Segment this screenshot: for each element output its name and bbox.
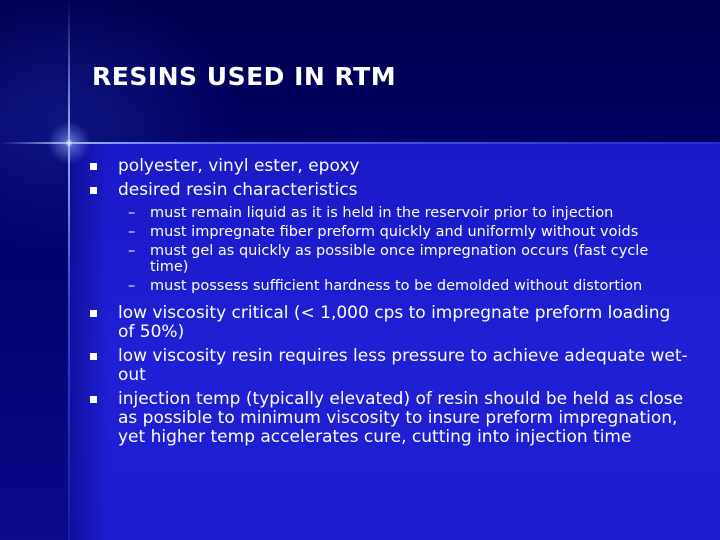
sub-bullet-item (88, 205, 688, 221)
bullet-item (88, 157, 688, 176)
horizontal-light-line (0, 142, 720, 144)
square-bullet-icon (90, 353, 97, 360)
sub-bullet-text: must gel as quickly as possible once impregnation occurs (fast cycle time) (150, 243, 649, 275)
bullet-item (88, 181, 688, 200)
bullet-item (88, 304, 688, 342)
bullet-item (88, 347, 688, 385)
sub-bullet-item (88, 243, 688, 275)
bullet-item (88, 390, 688, 447)
sub-bullet-text: must remain liquid as it is held in the reservoir prior to injection (150, 205, 614, 221)
dash-bullet-icon: – (128, 243, 136, 259)
dash-bullet-icon: – (128, 224, 136, 240)
vertical-light-line (68, 0, 70, 540)
sub-bullet-text: must impregnate fiber preform quickly and uniformly without voids (150, 224, 639, 240)
slide-title: RESINS USED IN RTM (92, 62, 397, 91)
lens-flare-decoration (44, 118, 94, 168)
square-bullet-icon (90, 187, 97, 194)
dash-bullet-icon: – (128, 205, 136, 221)
square-bullet-icon (90, 396, 97, 403)
sub-bullet-list (88, 205, 688, 294)
square-bullet-icon (90, 310, 97, 317)
square-bullet-icon (90, 163, 97, 170)
bullet-text: desired resin characteristics (118, 180, 358, 200)
dash-bullet-icon: – (128, 278, 136, 294)
bullet-text: polyester, vinyl ester, epoxy (118, 156, 360, 176)
bullet-text: low viscosity resin requires less pressure to achieve adequate wet-out (118, 346, 688, 385)
sub-bullet-item (88, 224, 688, 240)
sub-bullet-item (88, 278, 688, 294)
sub-bullet-text: must possess sufficient hardness to be demolded without distortion (150, 278, 643, 294)
bullet-text: injection temp (typically elevated) of resin should be held as close as possible to minimum viscosity to insure preform impregnation, yet higher temp accelerates cure, cutting into injection time (118, 389, 684, 447)
bullet-text: low viscosity critical (< 1,000 cps to impregnate preform loading of 50%) (118, 303, 671, 342)
bullet-list (88, 157, 688, 452)
